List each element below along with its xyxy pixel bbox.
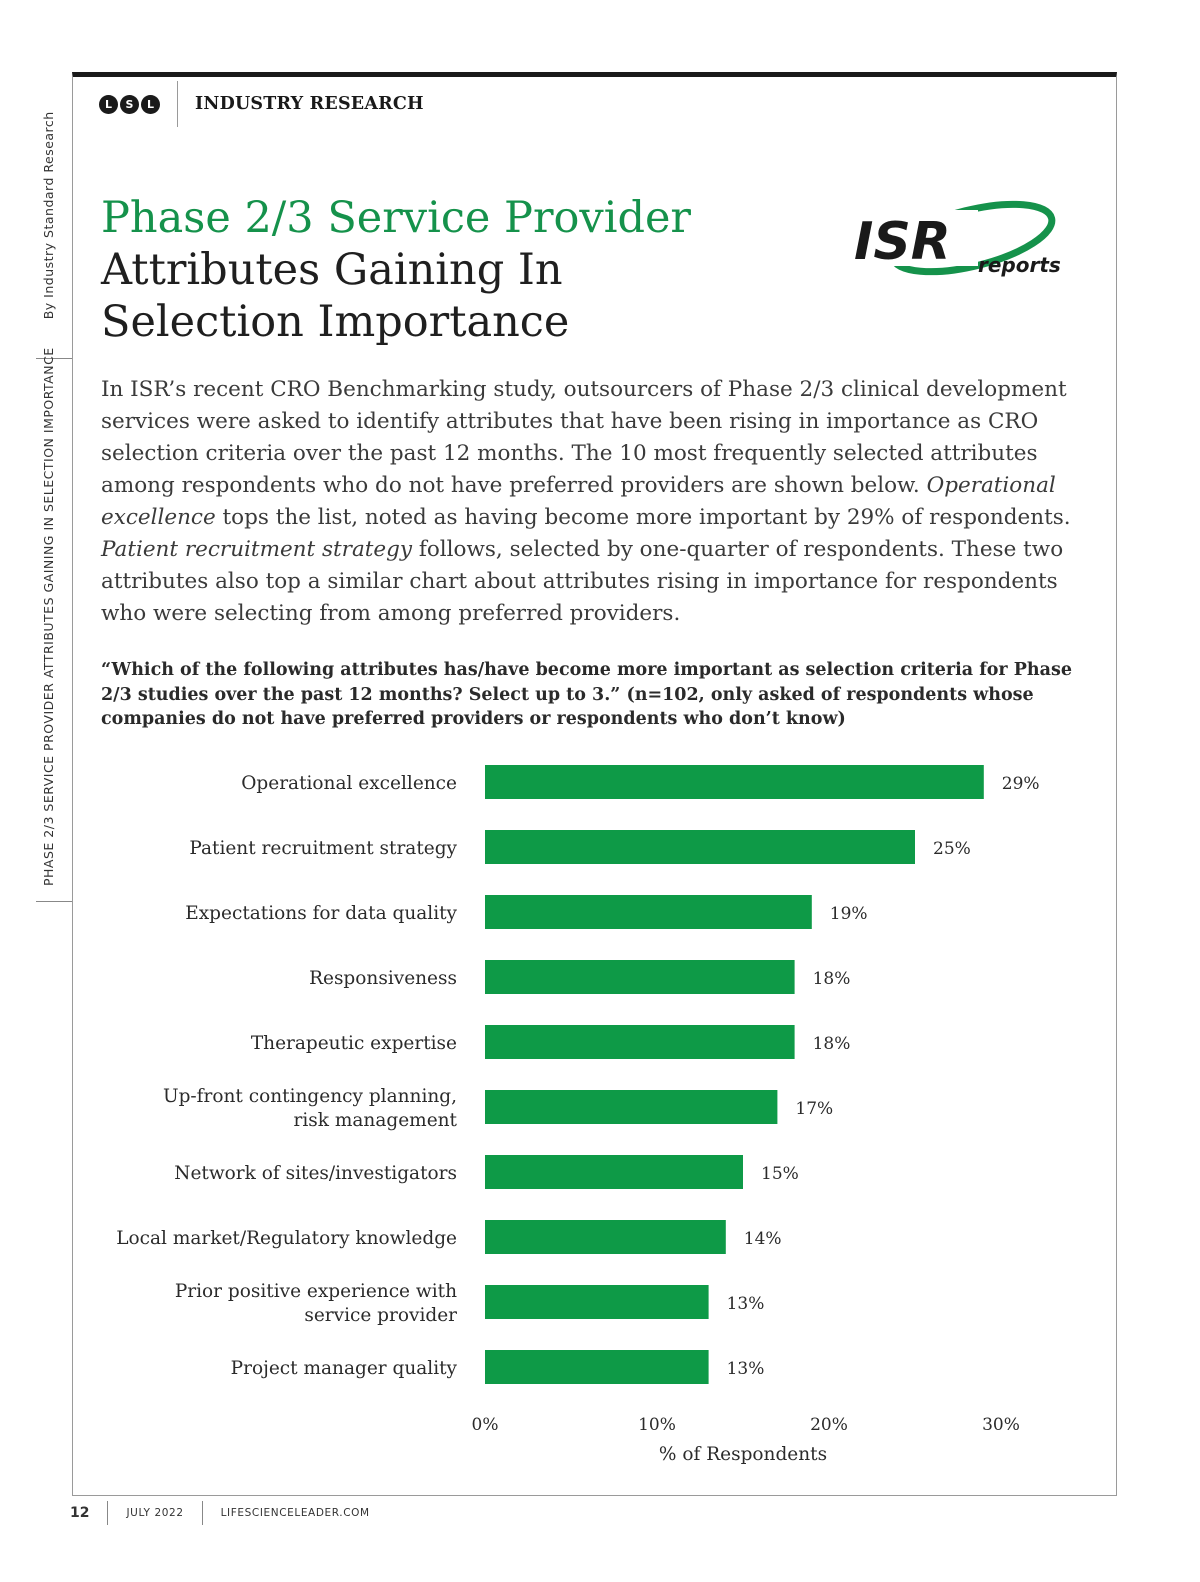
category-label: Responsiveness <box>309 968 457 989</box>
section-label: INDUSTRY RESEARCH <box>195 94 424 114</box>
side-divider-bottom <box>36 901 72 902</box>
isr-logo-main: ISR <box>854 212 951 272</box>
intro-text-3: follows, selected by one-quarter of respondents. These two attributes also top a similar chart about attributes rising in importance for respondents who were selecting from among preferred providers. <box>101 537 1064 626</box>
category-label: Therapeutic expertise <box>250 1033 457 1054</box>
x-axis-title: % of Respondents <box>658 1444 828 1465</box>
bar-value-label: 14% <box>743 1229 782 1249</box>
lsl-logo <box>99 95 160 114</box>
title-line-1: Phase 2/3 Service Provider <box>101 193 691 243</box>
category-label: Network of sites/investigators <box>174 1163 457 1184</box>
category-label: Patient recruitment strategy <box>189 838 457 859</box>
intro-text-1: In ISR’s recent CRO Benchmarking study, outsourcers of Phase 2/3 clinical development services were asked to identify attributes that have been rising in importance as CRO selection criteria over the past 12 months. The 10 most frequently selected attributes among respondents who do not have preferred providers are shown below. <box>101 377 1067 498</box>
x-tick-label: 20% <box>810 1415 848 1435</box>
bar-value-label: 19% <box>829 904 868 924</box>
side-running-title <box>28 111 68 886</box>
category-label: Project manager quality <box>230 1358 457 1379</box>
side-byline: By Industry Standard Research <box>40 111 56 320</box>
lsl-logo-l2: L <box>141 95 160 114</box>
title-line-2: Attributes Gaining In <box>101 245 563 295</box>
category-label: Local market/Regulatory knowledge <box>116 1228 457 1249</box>
lsl-logo-l1: L <box>99 95 118 114</box>
survey-question: “Which of the following attributes has/have become more important as selection criteria for Phase 2/3 studies over the past 12 months? Select up to 3.” (n=102, only asked of respondents whose companies do not have preferred providers or respondents who don’t know) <box>101 660 1072 729</box>
bar-value-label: 25% <box>933 839 971 859</box>
page-title <box>101 192 741 348</box>
category-label: Prior positive experience with <box>174 1281 457 1302</box>
category-label: Expectations for data quality <box>185 903 457 924</box>
bar-value-label: 13% <box>726 1294 765 1314</box>
x-tick-label: 0% <box>471 1415 499 1435</box>
isr-logo-sub: reports <box>978 253 1061 277</box>
footer-divider-2 <box>202 1501 203 1525</box>
bar-value-label: 17% <box>795 1099 834 1119</box>
category-label: Up-front contingency planning, <box>163 1086 457 1107</box>
category-label: Operational excellence <box>241 773 457 794</box>
website: LIFESCIENCELEADER.COM <box>220 1507 370 1519</box>
intro-text-2: tops the list, noted as having become more important by 29% of respondents. <box>215 505 1071 530</box>
intro-paragraph <box>101 374 1086 630</box>
page-footer <box>70 1500 370 1526</box>
title-line-3: Selection Importance <box>101 297 570 347</box>
section-header <box>99 86 424 122</box>
category-label: risk management <box>293 1110 457 1131</box>
side-running-title-text: PHASE 2/3 SERVICE PROVIDER ATTRIBUTES GAINING IN SELECTION IMPORTANCE <box>40 347 56 886</box>
bar-value-label: 29% <box>1001 774 1040 794</box>
category-label: service provider <box>304 1305 457 1326</box>
x-tick-label: 30% <box>982 1415 1020 1435</box>
x-tick-label: 10% <box>638 1415 676 1435</box>
issue-date: JULY 2022 <box>126 1507 184 1519</box>
bar-value-label: 18% <box>812 1034 851 1054</box>
footer-divider-1 <box>107 1501 108 1525</box>
header-divider <box>177 81 178 127</box>
intro-emphasis-2: Patient recruitment strategy <box>101 537 413 562</box>
page-number: 12 <box>70 1505 90 1521</box>
bar-value-label: 18% <box>812 969 851 989</box>
bar-value-label: 13% <box>726 1359 765 1379</box>
bar-value-label: 15% <box>761 1164 799 1184</box>
intro-emphasis-1: Operational excellence <box>101 473 1056 530</box>
isr-reports-logo <box>850 192 1085 292</box>
lsl-logo-s: S <box>120 95 139 114</box>
